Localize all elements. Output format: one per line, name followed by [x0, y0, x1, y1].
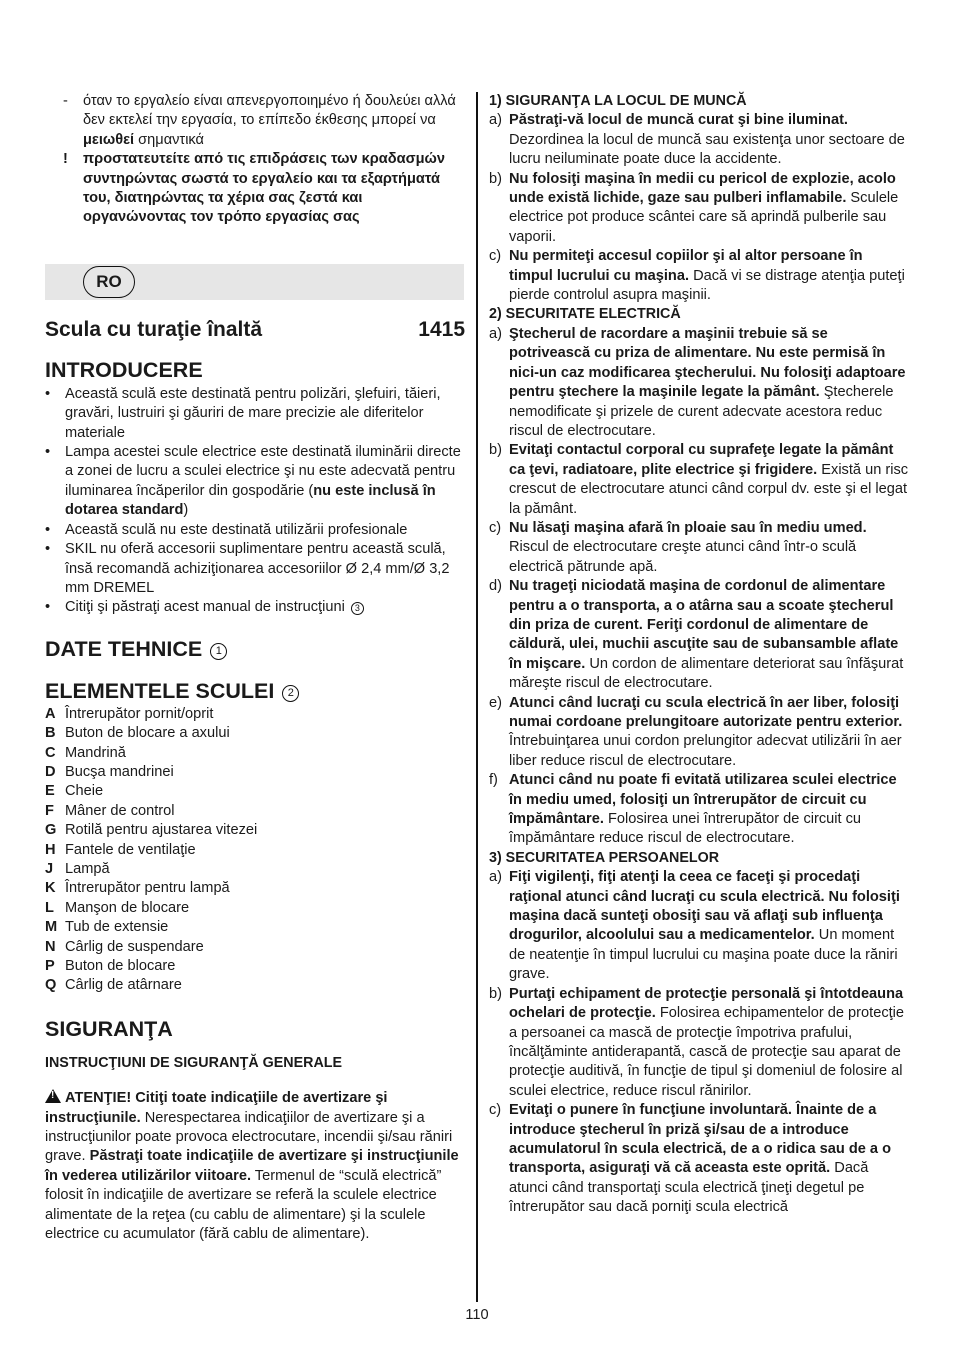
part-label: Cârlig de atârnare	[65, 977, 182, 994]
item-text: Lampa acestei scule electrice este destinată iluminării directe a zonei de lucru a sculei electrice şi nu este adecvată pentru iluminarea încăperilor din gospodărie (	[65, 444, 461, 499]
item-text: Folosirea echipamentelor de protecţie a persoanei ca mască de protecţie împotriva prafului, încălţăminte antiderapantă, cască de protecţie sau aparat de protecţie auditivă, în funcţie de tipul şi domeniul de folosire al sculei electrice, reduce riscul rănirilor.	[509, 1005, 905, 1099]
figure-ref: 3	[351, 602, 364, 615]
item-bold: μειωθεί	[83, 131, 135, 148]
part-item	[45, 957, 465, 976]
page-number: 110	[465, 1307, 489, 1323]
part-key: K	[45, 880, 56, 897]
greek-item	[63, 92, 465, 150]
part-key: B	[45, 725, 56, 742]
part-key: N	[45, 938, 56, 955]
part-label: Fantele de ventilaţie	[65, 841, 196, 858]
item-bold: Nu trageţi niciodată maşina de cordonul de alimentare pentru a o transporta, a o atârna sau a scoate ştecherul din priza de curent. Feriţi cordonul de alimentare de căldură, ulei, muchii ascuţite sau de subansamble aflate în mişcare.	[509, 578, 899, 672]
part-item	[45, 938, 465, 957]
item-mark: a)	[489, 112, 502, 129]
list-mark: -	[63, 93, 68, 109]
item-text: Această sculă nu este destinată utilizării profesionale	[65, 521, 408, 538]
safety-item	[489, 985, 909, 1101]
intro-heading: INTRODUCERE	[45, 357, 203, 382]
item-text: Există un risc crescut de electrocutare atunci când corpul dv. este şi el legat la pământ.	[509, 461, 909, 517]
item-mark: d)	[489, 578, 502, 595]
item-bold: Atunci când nu poate fi evitată utilizarea sculei electrice în mediu umed, folosiţi un întrerupător de circuit cu împământare.	[509, 772, 897, 828]
part-key: E	[45, 783, 55, 800]
bullet: •	[45, 599, 51, 616]
tech-heading	[45, 636, 465, 662]
item-bold: Nu permiteţi accesul copiilor şi al altor persoane în timpul lucrului cu maşina.	[509, 248, 863, 284]
heading-text: ELEMENTELE SCULEI	[45, 678, 275, 703]
part-key: M	[45, 919, 58, 936]
figure-ref: 2	[282, 685, 299, 702]
part-label: Lampă	[65, 860, 110, 877]
item-text: Citiţi şi păstraţi acest manual de instrucţiuni	[65, 599, 345, 616]
safety-item	[489, 771, 909, 849]
part-label: Întrerupător pornit/oprit	[65, 705, 214, 722]
item-mark: b)	[489, 442, 502, 459]
safety-item	[489, 441, 909, 519]
right-column	[489, 92, 909, 1218]
item-text: Dezordinea la locul de muncă sau existenţa unor sectoare de lucru neiluminate poate duce la accidente.	[509, 131, 905, 168]
bullet: •	[45, 541, 51, 558]
item-bold: Purtaţi echipament de protecţie personală şi întotdeauna ochelari de protecţie.	[509, 985, 904, 1022]
part-item	[45, 802, 465, 821]
part-label: Mandrină	[65, 744, 126, 761]
part-key: J	[45, 860, 54, 877]
item-text: Ştecherele nemodificate şi prizele de curent adecvate acestora reduc riscul de electrocutare.	[509, 384, 894, 439]
parts-list	[45, 705, 465, 996]
product-name: Scula cu turaţie înaltă	[45, 317, 263, 341]
left-column	[45, 92, 465, 1244]
safety-item	[489, 325, 909, 441]
part-label: Întrerupător pentru lampă	[65, 880, 230, 897]
column-divider	[476, 92, 478, 1302]
item-text: Un moment de neatenţie în timpul lucrului cu maşina poate duce la răniri grave.	[509, 927, 898, 983]
part-label: Cârlig de suspendare	[65, 938, 204, 955]
keep-text: Termenul de “sculă electrică” folosit în indicaţiile de avertizare se referă la sculele electrice alimentate de la reţea (cu cablu de alimentare) şi la sculele electrice cu acumulator (fără cablu de alimentare).	[45, 1167, 442, 1243]
safety-item	[489, 170, 909, 248]
part-key: P	[45, 958, 55, 974]
item-text: Folosirea unei întrerupător de circuit cu împământare reduce riscul de electrocutare.	[509, 811, 862, 847]
item-mark: a)	[489, 869, 502, 886]
item-mark: c)	[489, 248, 502, 265]
part-label: Mâner de control	[65, 802, 175, 819]
item-bold: Evitaţi contactul corporal cu suprafeţe legate la pământ ca ţevi, radiatoare, plite electrice şi frigidere.	[509, 442, 894, 478]
language-badge: RO	[83, 266, 135, 298]
part-item	[45, 899, 465, 918]
item-mark: b)	[489, 985, 502, 1002]
item-bold: nu este inclusă în dotarea standard	[65, 482, 436, 519]
item-text: όταν το εργαλείο είναι απενεργοποιημένο ή δουλεύει αλλά δεν εκτελεί την εργασία, το επίπεδο έκθεσης μπορεί να	[83, 93, 456, 129]
item-bold: Nu folosiţi maşina în medii cu pericol de explozie, acolo unde există lichide, gaze sau pulberi inflamabile.	[509, 170, 896, 207]
safety-subheading: INSTRUCŢIUNI DE SIGURANŢĂ GENERALE	[45, 1054, 343, 1071]
part-item	[45, 821, 465, 840]
part-item	[45, 841, 465, 860]
part-item	[45, 705, 465, 724]
part-item	[45, 782, 465, 801]
heading-text: DATE TEHNICE	[45, 636, 203, 661]
safety-item	[489, 577, 909, 693]
section-heading: 3) SECURITATEA PERSOANELOR	[489, 849, 720, 866]
part-item	[45, 918, 465, 937]
safety-warning	[45, 1089, 465, 1244]
safety-item	[489, 868, 909, 984]
intro-list	[45, 385, 465, 618]
safety-item	[489, 519, 909, 577]
bullet: •	[45, 521, 51, 538]
figure-ref: 1	[210, 643, 227, 660]
elements-heading	[45, 678, 465, 704]
safety-item	[489, 694, 909, 772]
item-text: Această sculă este destinată pentru polizări, şlefuiri, tăieri, gravări, lustruiri şi găuriri de mare precizie ale diferitelor materiale	[65, 385, 441, 441]
part-label: Tub de extensie	[65, 919, 169, 936]
part-key: L	[45, 899, 54, 916]
safety-heading: SIGURANŢA	[45, 1016, 173, 1041]
item-text: Riscul de electrocutare creşte atunci când într-o sculă electrică pătrunde apă.	[509, 539, 857, 575]
part-key: C	[45, 744, 56, 761]
product-model: 1415	[418, 317, 465, 341]
part-key: G	[45, 822, 57, 839]
part-item	[45, 763, 465, 782]
part-key: H	[45, 841, 56, 858]
part-label: Buton de blocare	[65, 958, 176, 974]
item-text: Sculele electrice pot produce scântei care să aprindă pulberile sau vaporii.	[509, 190, 899, 245]
item-mark: f)	[489, 772, 498, 789]
bullet: •	[45, 385, 51, 402]
part-key: Q	[45, 977, 57, 994]
item-mark: b)	[489, 170, 502, 187]
part-item	[45, 879, 465, 898]
warning-icon	[45, 1089, 61, 1103]
part-label: Bucşa mandrinei	[65, 763, 174, 780]
item-text: σημαντικά	[134, 131, 204, 148]
part-item	[45, 976, 465, 995]
item-text: Dacă vi se distrage atenţia puteţi pierde controlul asupra maşinii.	[509, 267, 905, 304]
item-bold: Atunci când lucraţi cu scula electrică în aer liber, folosiţi numai cordoane prelungitoare autorizate pentru exterior.	[509, 694, 903, 730]
item-bold: Fiţi vigilenţi, fiţi atenţi la ceea ce faceţi şi procedaţi raţional atunci când lucraţi cu scula electrică. Nu folosiţi maşina dacă sunteţi obosiţi sau vă aflaţi sub influenţa drogurilor, alcoolului sau a medicamentelor.	[509, 869, 900, 944]
part-key: D	[45, 763, 56, 780]
safety-item	[489, 1101, 909, 1217]
warning-text: Nerespectarea indicaţiilor de avertizare şi a instrucţiunilor poate provoca electrocutare, incendii şi/sau răniri grave.	[45, 1109, 453, 1165]
item-mark: a)	[489, 325, 502, 342]
part-key: A	[45, 705, 56, 722]
part-item	[45, 744, 465, 763]
section-heading: 2) SECURITATE ELECTRICĂ	[489, 306, 681, 323]
list-item	[45, 540, 465, 598]
item-text: Un cordon de alimentare deteriorat sau înfăşurat măreşte riscul de electrocutare.	[509, 655, 904, 692]
item-text: Întrebuinţarea unui cordon prelungitor adecvat utilizării în aer liber reduce riscul de electrocutare.	[509, 733, 902, 769]
list-item	[45, 443, 465, 521]
list-item	[45, 521, 465, 540]
greek-item	[63, 150, 465, 228]
product-title	[45, 317, 465, 343]
item-text: SKIL nu oferă accesorii suplimentare pentru această sculă, însă recomandă achiziţionarea accesoriilor Ø 2,4 mm/Ø 3,2 mm DREMEL	[65, 541, 450, 596]
item-text: )	[183, 502, 189, 519]
part-item	[45, 724, 465, 743]
item-bold: Nu lăsaţi maşina afară în ploaie sau în mediu umed.	[509, 519, 867, 536]
greek-section	[63, 92, 465, 228]
list-item	[45, 385, 465, 443]
part-label: Rotilă pentru ajustarea vitezei	[65, 822, 258, 839]
item-bold: Păstraţi-vă locul de muncă curat şi bine iluminat.	[509, 112, 848, 129]
item-mark: e)	[489, 694, 502, 711]
part-label: Buton de blocare a axului	[65, 725, 230, 742]
list-mark: !	[63, 151, 68, 168]
item-bold: προστατευτείτε από τις επιδράσεις των κραδασμών συντηρώντας σωστά το εργαλείο και τα εξαρτήματά του, διατηρώντας τα χέρια σας ζεστά και οργανώνοντας τον τρόπο εργασίας σας	[83, 151, 445, 226]
part-label: Manşon de blocare	[65, 899, 190, 916]
item-mark: c)	[489, 1102, 502, 1119]
list-item	[45, 598, 465, 617]
language-bar	[45, 264, 464, 300]
item-bold: Evitaţi o punere în funcţiune involuntară. Înainte de a introduce ştecherul în priză şi/sau de a introduce acumulatorul în scula electrică, de a o ridica sau de a o transporta, asiguraţi vă că aceasta este oprită.	[509, 1102, 892, 1177]
warning-bold: ATENŢIE! Citiţi toate indicaţiile de avertizare şi instrucţiunile.	[45, 1090, 388, 1126]
part-label: Cheie	[65, 783, 104, 800]
safety-item	[489, 111, 909, 169]
item-mark: c)	[489, 519, 502, 536]
part-item	[45, 860, 465, 879]
keep-bold: Păstraţi toate indicaţiile de avertizare şi instrucţiunile în vederea utilizărilor viitoare.	[45, 1148, 459, 1184]
safety-item	[489, 247, 909, 305]
bullet: •	[45, 444, 51, 461]
section-heading: 1) SIGURANŢA LA LOCUL DE MUNCĂ	[489, 93, 747, 109]
item-text: Dacă atunci când transportaţi scula electrică ţineţi degetul pe întrerupător sau dacă porniţi scula electrică	[509, 1160, 869, 1216]
item-bold: Ştecherul de racordare a maşinii trebuie să se potrivească cu priza de alimentare. Nu este permisă în nici-un caz modificarea ştecherului. Nu folosiţi adaptoare pentru ştechere la maşinile legate la pământ.	[509, 325, 906, 401]
part-key: F	[45, 802, 54, 819]
